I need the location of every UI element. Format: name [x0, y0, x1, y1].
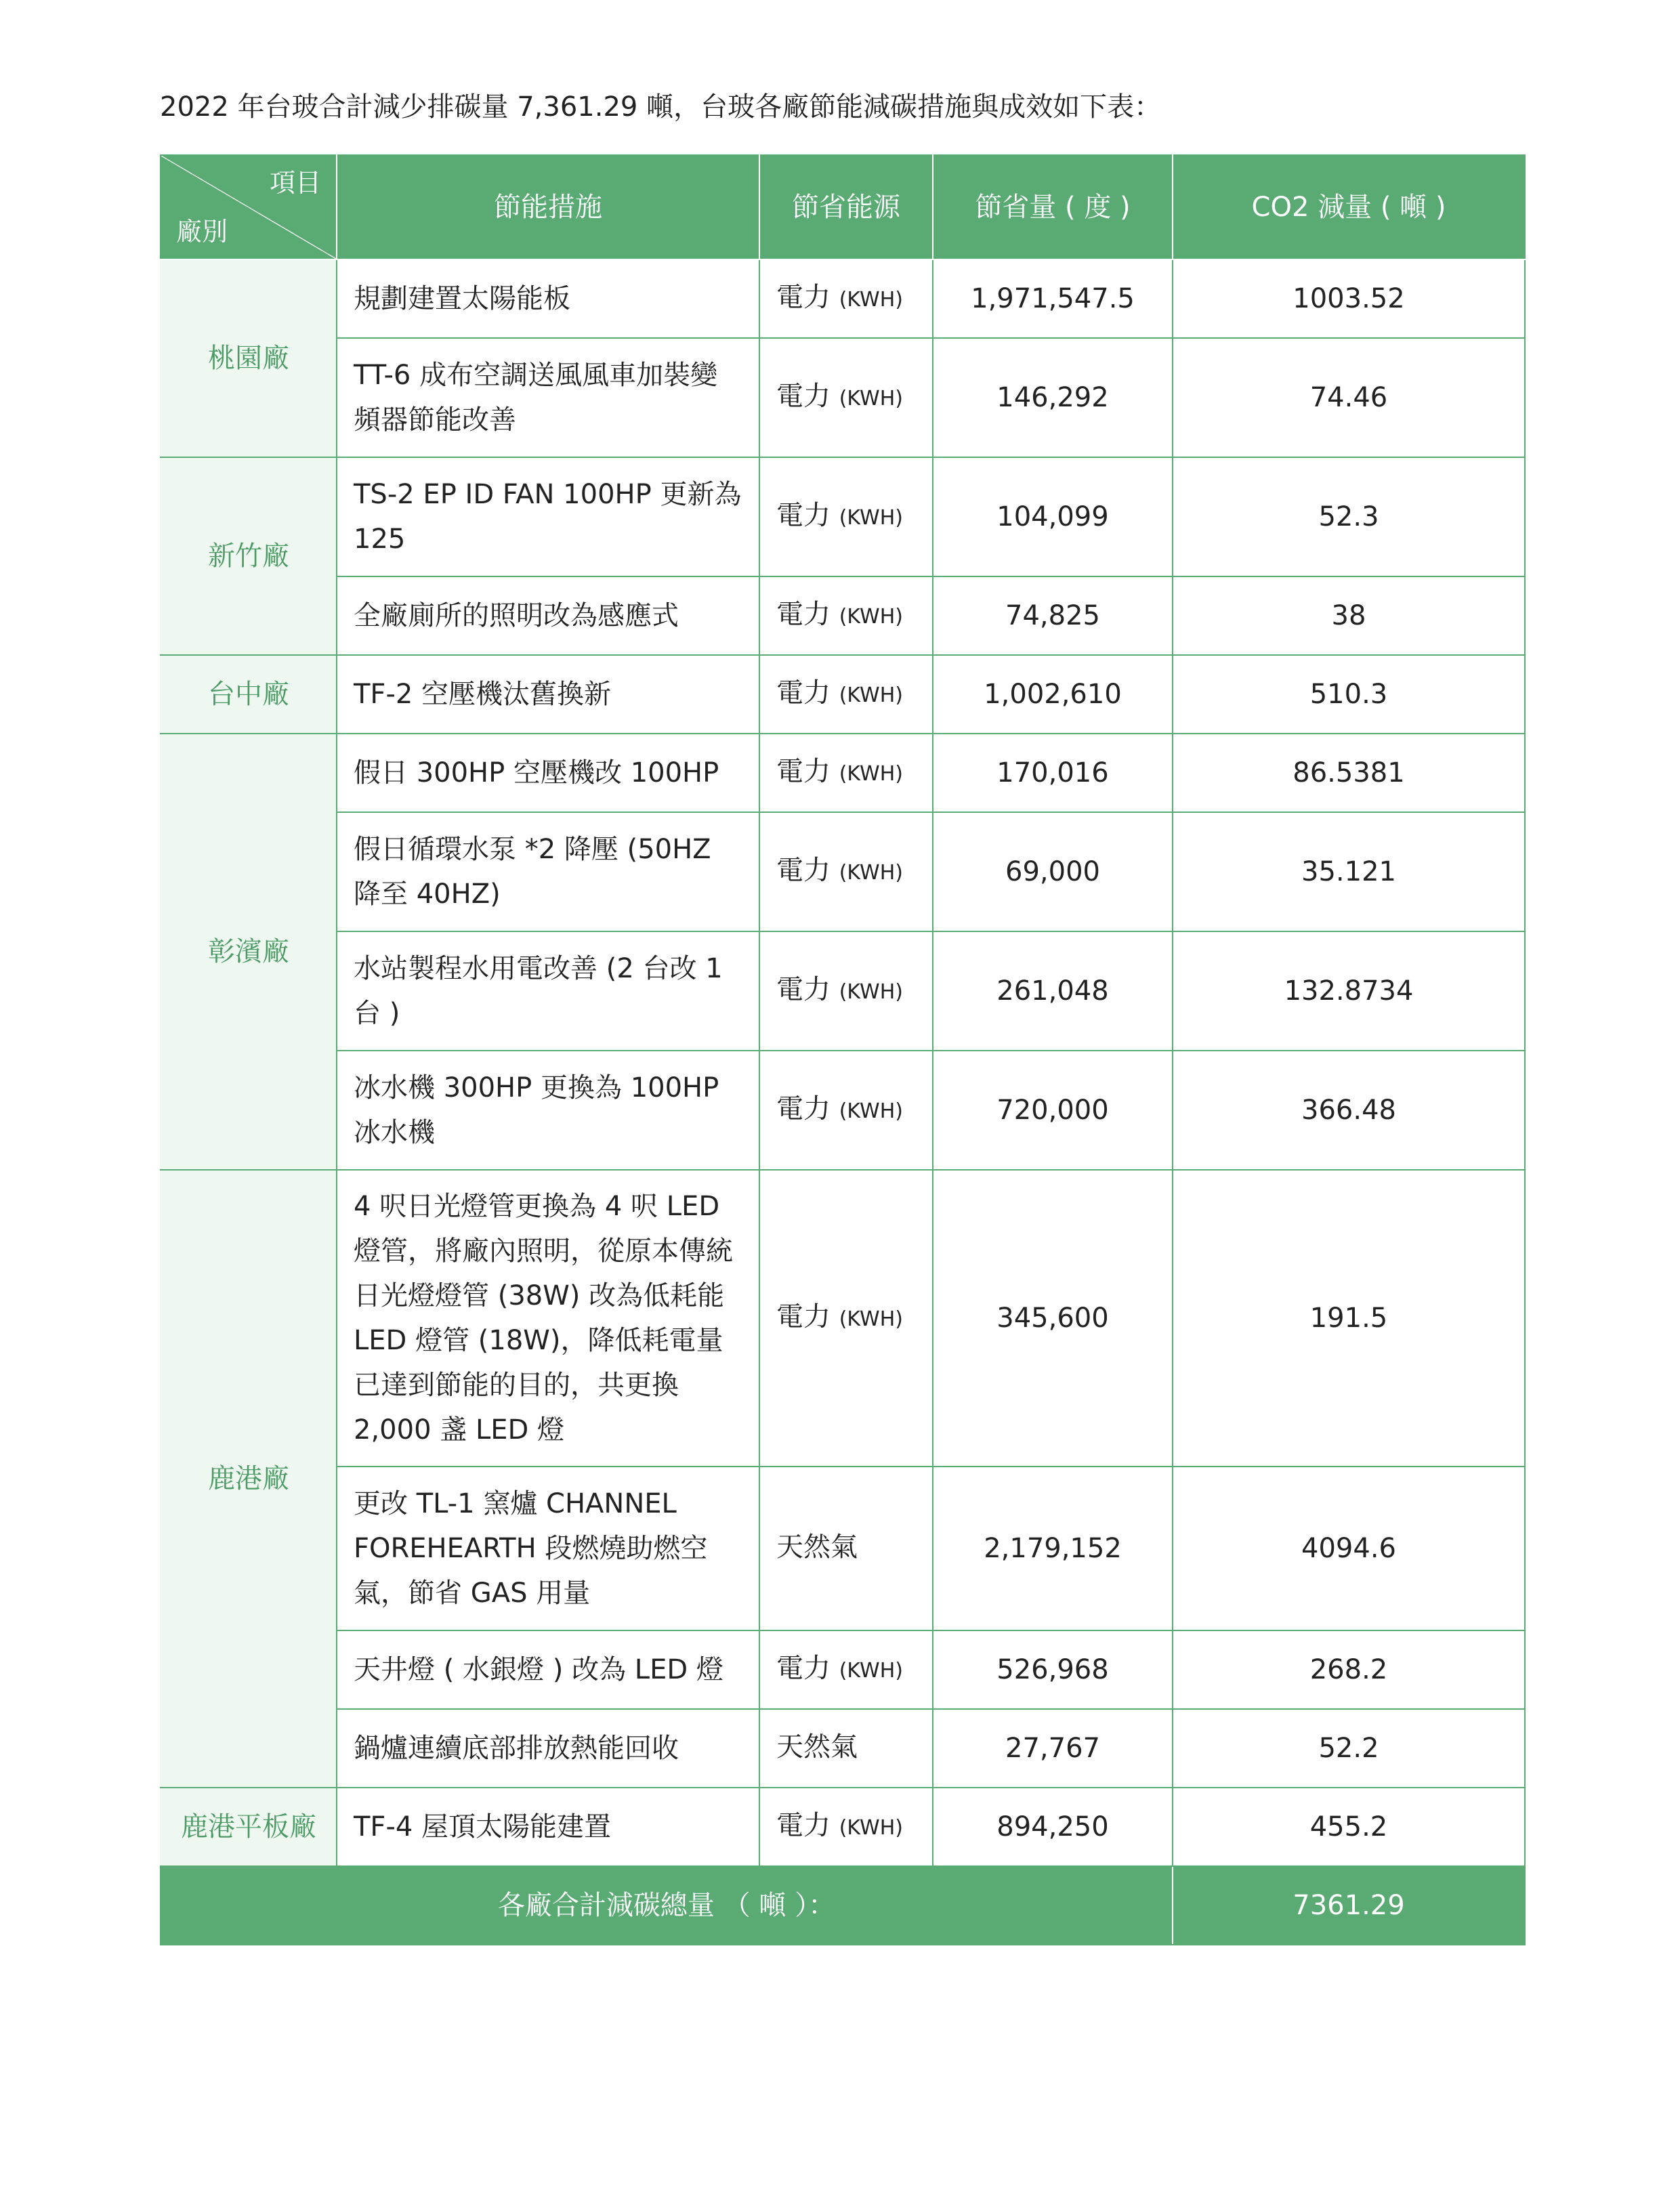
- table-row: [161, 812, 1525, 931]
- co2-cell: 132.8734: [1173, 931, 1525, 1051]
- total-label: 各廠合計減碳總量 （ 噸 ）：: [161, 1866, 1173, 1945]
- source-cell: [759, 1709, 933, 1788]
- source-label: 電力: [776, 1810, 831, 1841]
- source-unit: (KWH): [839, 288, 903, 312]
- header-corner-plant-label: 廠別: [176, 217, 228, 247]
- table-row: [161, 576, 1525, 655]
- source-label: 電力: [776, 1301, 831, 1332]
- saving-cell: 894,250: [933, 1788, 1173, 1866]
- co2-cell: 74.46: [1173, 338, 1525, 457]
- table-header-row: [161, 155, 1525, 259]
- plant-name-lukang: 鹿港廠: [161, 1170, 337, 1788]
- measure-cell: 規劃建置太陽能板: [337, 259, 759, 338]
- co2-cell: 52.3: [1173, 457, 1525, 576]
- co2-cell: 38: [1173, 576, 1525, 655]
- table-row: [161, 734, 1525, 812]
- table-row: [161, 1788, 1525, 1866]
- co2-cell: 86.5381: [1173, 734, 1525, 812]
- header-measure: 節能措施: [337, 155, 759, 259]
- measure-cell: 鍋爐連續底部排放熱能回收: [337, 1709, 759, 1788]
- saving-cell: 1,002,610: [933, 655, 1173, 734]
- co2-cell: 366.48: [1173, 1051, 1525, 1170]
- source-unit: (KWH): [839, 1659, 903, 1683]
- saving-cell: 69,000: [933, 812, 1173, 931]
- source-label: 電力: [776, 381, 831, 412]
- source-label: 電力: [776, 677, 831, 709]
- table-row: [161, 1467, 1525, 1630]
- source-cell: [759, 1788, 933, 1866]
- measure-cell: 4 呎日光燈管更換為 4 呎 LED 燈管，將廠內照明，從原本傳統日光燈燈管 (38W) 改為低耗能 LED 燈管 (18W)，降低耗電量已達到節能的目的，共更換 2,000 盞 LED 燈: [337, 1170, 759, 1467]
- saving-cell: 146,292: [933, 338, 1173, 457]
- saving-cell: 104,099: [933, 457, 1173, 576]
- source-label: 電力: [776, 756, 831, 787]
- header-saving: 節省量 ( 度 ): [933, 155, 1173, 259]
- header-corner-cell: [161, 155, 337, 259]
- table-row: [161, 457, 1525, 576]
- plant-name-changbin: 彰濱廠: [161, 734, 337, 1170]
- table-row: [161, 1709, 1525, 1788]
- source-unit: (KWH): [839, 1099, 903, 1123]
- source-cell: [759, 812, 933, 931]
- energy-saving-table: [160, 154, 1526, 1945]
- source-unit: (KWH): [839, 980, 903, 1004]
- table-row: [161, 1630, 1525, 1709]
- source-label: 電力: [776, 599, 831, 630]
- saving-cell: 74,825: [933, 576, 1173, 655]
- saving-cell: 345,600: [933, 1170, 1173, 1467]
- source-cell: [759, 1170, 933, 1467]
- source-label: 天然氣: [776, 1731, 858, 1763]
- total-value: 7361.29: [1173, 1866, 1525, 1945]
- plant-name-taichung: 台中廠: [161, 655, 337, 734]
- source-cell: [759, 338, 933, 457]
- co2-cell: 4094.6: [1173, 1467, 1525, 1630]
- saving-cell: 170,016: [933, 734, 1173, 812]
- measure-cell: TT-6 成布空調送風風車加裝變頻器節能改善: [337, 338, 759, 457]
- source-unit: (KWH): [839, 683, 903, 707]
- intro-text: 2022 年台玻合計減少排碳量 7,361.29 噸，台玻各廠節能減碳措施與成效如下表：: [160, 91, 1162, 123]
- table-row: [161, 655, 1525, 734]
- source-cell: [759, 1630, 933, 1709]
- table-row: [161, 931, 1525, 1051]
- measure-cell: 更改 TL-1 窯爐 CHANNEL FOREHEARTH 段燃燒助燃空氣，節省 GAS 用量: [337, 1467, 759, 1630]
- plant-name-lukang-flat: 鹿港平板廠: [161, 1788, 337, 1866]
- source-unit: (KWH): [839, 1816, 903, 1840]
- source-cell: [759, 1467, 933, 1630]
- source-unit: (KWH): [839, 506, 903, 530]
- source-label: 電力: [776, 282, 831, 313]
- co2-cell: 52.2: [1173, 1709, 1525, 1788]
- table-row: [161, 338, 1525, 457]
- measure-cell: 冰水機 300HP 更換為 100HP 冰水機: [337, 1051, 759, 1170]
- table-row: [161, 1051, 1525, 1170]
- total-row: [161, 1866, 1525, 1945]
- source-label: 電力: [776, 1653, 831, 1684]
- co2-cell: 1003.52: [1173, 259, 1525, 338]
- source-label: 天然氣: [776, 1532, 858, 1563]
- table-row: [161, 259, 1525, 338]
- co2-cell: 268.2: [1173, 1630, 1525, 1709]
- co2-cell: 455.2: [1173, 1788, 1525, 1866]
- saving-cell: 261,048: [933, 931, 1173, 1051]
- source-unit: (KWH): [839, 387, 903, 410]
- saving-cell: 2,179,152: [933, 1467, 1173, 1630]
- source-label: 電力: [776, 855, 831, 886]
- measure-cell: 天井燈 ( 水銀燈 ) 改為 LED 燈: [337, 1630, 759, 1709]
- source-cell: [759, 259, 933, 338]
- source-unit: (KWH): [839, 861, 903, 885]
- header-source: 節省能源: [759, 155, 933, 259]
- source-label: 電力: [776, 1093, 831, 1124]
- measure-cell: 全廠廁所的照明改為感應式: [337, 576, 759, 655]
- source-label: 電力: [776, 500, 831, 531]
- source-label: 電力: [776, 974, 831, 1005]
- source-cell: [759, 576, 933, 655]
- source-cell: [759, 655, 933, 734]
- plant-name-taoyuan: 桃園廠: [161, 259, 337, 457]
- source-cell: [759, 931, 933, 1051]
- measure-cell: TF-4 屋頂太陽能建置: [337, 1788, 759, 1866]
- measure-cell: 水站製程水用電改善 (2 台改 1 台 ): [337, 931, 759, 1051]
- co2-cell: 35.121: [1173, 812, 1525, 931]
- source-unit: (KWH): [839, 762, 903, 786]
- source-cell: [759, 457, 933, 576]
- source-cell: [759, 734, 933, 812]
- source-unit: (KWH): [839, 1307, 903, 1331]
- header-corner-item-label: 項目: [269, 168, 321, 198]
- plant-name-hsinchu: 新竹廠: [161, 457, 337, 655]
- co2-cell: 510.3: [1173, 655, 1525, 734]
- co2-cell: 191.5: [1173, 1170, 1525, 1467]
- saving-cell: 720,000: [933, 1051, 1173, 1170]
- source-unit: (KWH): [839, 605, 903, 629]
- header-co2: CO2 減量 ( 噸 ): [1173, 155, 1525, 259]
- measure-cell: 假日循環水泵 *2 降壓 (50HZ 降至 40HZ): [337, 812, 759, 931]
- saving-cell: 1,971,547.5: [933, 259, 1173, 338]
- measure-cell: TF-2 空壓機汰舊換新: [337, 655, 759, 734]
- saving-cell: 526,968: [933, 1630, 1173, 1709]
- source-cell: [759, 1051, 933, 1170]
- measure-cell: TS-2 EP ID FAN 100HP 更新為 125: [337, 457, 759, 576]
- saving-cell: 27,767: [933, 1709, 1173, 1788]
- measure-cell: 假日 300HP 空壓機改 100HP: [337, 734, 759, 812]
- table-row: [161, 1170, 1525, 1467]
